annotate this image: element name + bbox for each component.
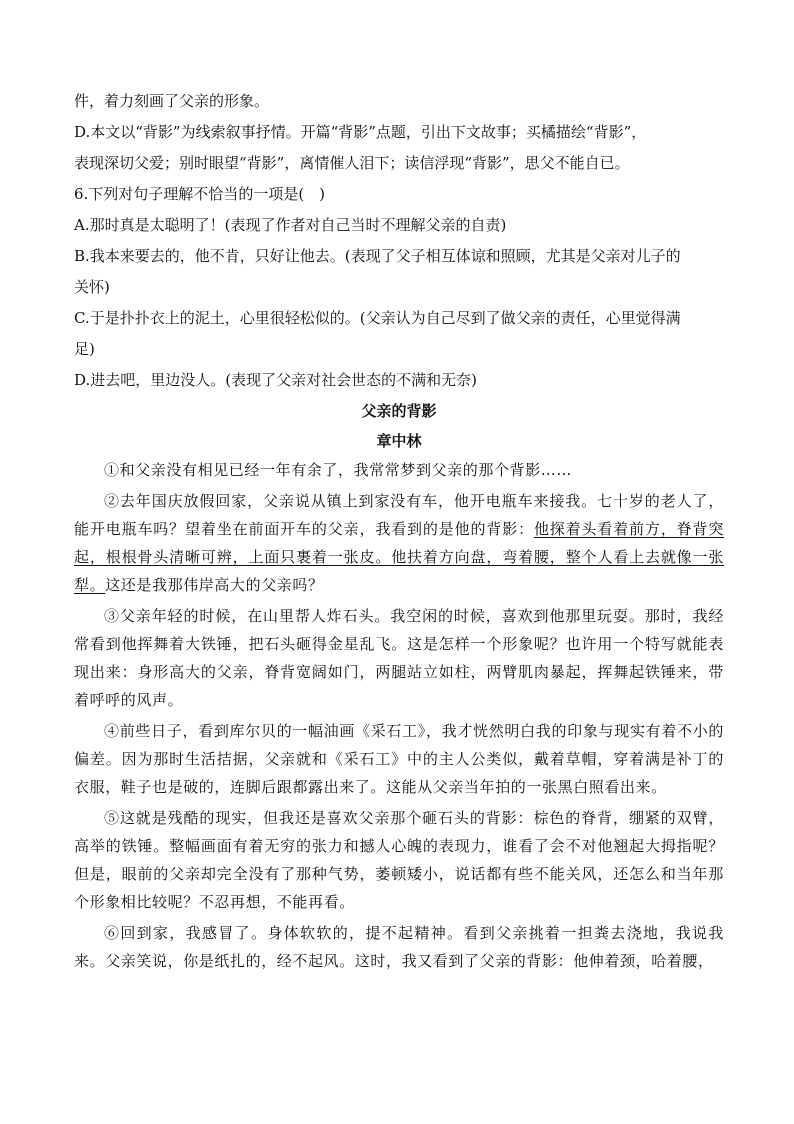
question-6-option-c-cont: 足): [74, 340, 95, 358]
paragraph-4: ④前些日子，看到库尔贝的一幅油画《采石工》，我才恍然明白我的印象与现实有着不小的偏差。因为那时生活拮据，父亲就和《采石工》中的主人公类似，戴着草帽，穿着满是补丁的衣服，鞋子也是破的，连脚后跟都露出来了。这能从父亲当年拍的一张黑白照看出来。: [74, 722, 724, 796]
question-6-option-a: A.那时真是太聪明了！(表现了作者对自己当时不理解父亲的自责): [74, 216, 507, 234]
paragraph-3: ③父亲年轻的时候，在山里帮人炸石头。我空闲的时候，喜欢到他那里玩耍。那时，我经常看到他挥舞着大铁锤，把石头砸得金星乱飞。这是怎样一个形象呢？也许用一个特写就能表现出来：身形高大的父亲，脊背宽阔如门，两腿站立如柱，两臂肌肉暴起，挥舞起铁锤来，带着呼呼的风声。: [74, 607, 724, 709]
paragraph-6: ⑥回到家，我感冒了。身体软软的，提不起精神。看到父亲挑着一担粪去浇地，我说我来。父亲笑说，你是纸扎的，经不起风。这时，我又看到了父亲的背影：他伸着颈，哈着腰，: [74, 924, 724, 970]
document-page: [74, 90, 724, 978]
paragraph-5: ⑤这就是残酷的现实，但我还是喜欢父亲那个砸石头的背影：棕色的脊背，绷紧的双臂，高举的铁锤。整幅画面有着无穷的张力和撼人心魄的表现力，谁看了会不对他翘起大拇指呢？但是，眼前的父亲却完全没有了那种气势，萎顿矮小，说话都有些不能关风，还怎么和当年那个形象相比较呢？不忍再想，不能再看。: [74, 809, 724, 911]
question-6-option-d: D.进去吧，里边没人。(表现了父亲对社会世态的不满和无奈): [74, 371, 477, 389]
article-author: 章中林: [376, 432, 422, 450]
question-6-option-c: C.于是扑扑衣上的泥土，心里很轻松似的。(父亲认为自己尽到了做父亲的责任，心里觉得满: [74, 309, 681, 327]
question-6-stem: 6.下列对句子理解不恰当的一项是( ): [74, 185, 326, 203]
text-line: 表现深切父爱；别时眼望“背影”，离情催人泪下；读信浮现“背影”，思父不能自已。: [74, 154, 630, 172]
paragraph-1: ①和父亲没有相见已经一年有余了，我常常梦到父亲的那个背影……: [104, 461, 573, 479]
paragraph-2-text: ②去年国庆放假回家，父亲说从镇上到家没有车，他开电瓶车来接我。七十岁的老人了，能开电瓶车吗？望着坐在前面开车的父亲，我看到的是他的背影：: [74, 492, 724, 538]
question-6-option-b-cont: 关怀): [74, 278, 110, 296]
underlined-sentence: 他探着头看着前方，脊背突起，根根骨头清晰可辨，上面只裹着一张皮。他扶着方向盘，弯着腰，整个人看上去就像一张犁。: [74, 520, 724, 594]
text-line: 件，着力刻画了父亲的形象。: [74, 92, 270, 110]
article-title: 父亲的背影: [361, 402, 437, 420]
text-line: D.本文以“背影”为线索叙事抒情。开篇“背影”点题，引出下文故事；买橘描绘“背影”，: [74, 123, 647, 141]
paragraph-2: [74, 487, 724, 599]
question-6-option-b: B.我本来要去的，他不肯，只好让他去。(表现了父子相互体谅和照顾，尤其是父亲对儿子的: [74, 247, 681, 265]
paragraph-2-tail: 这还是我那伟岸高大的父亲吗？: [105, 576, 324, 594]
